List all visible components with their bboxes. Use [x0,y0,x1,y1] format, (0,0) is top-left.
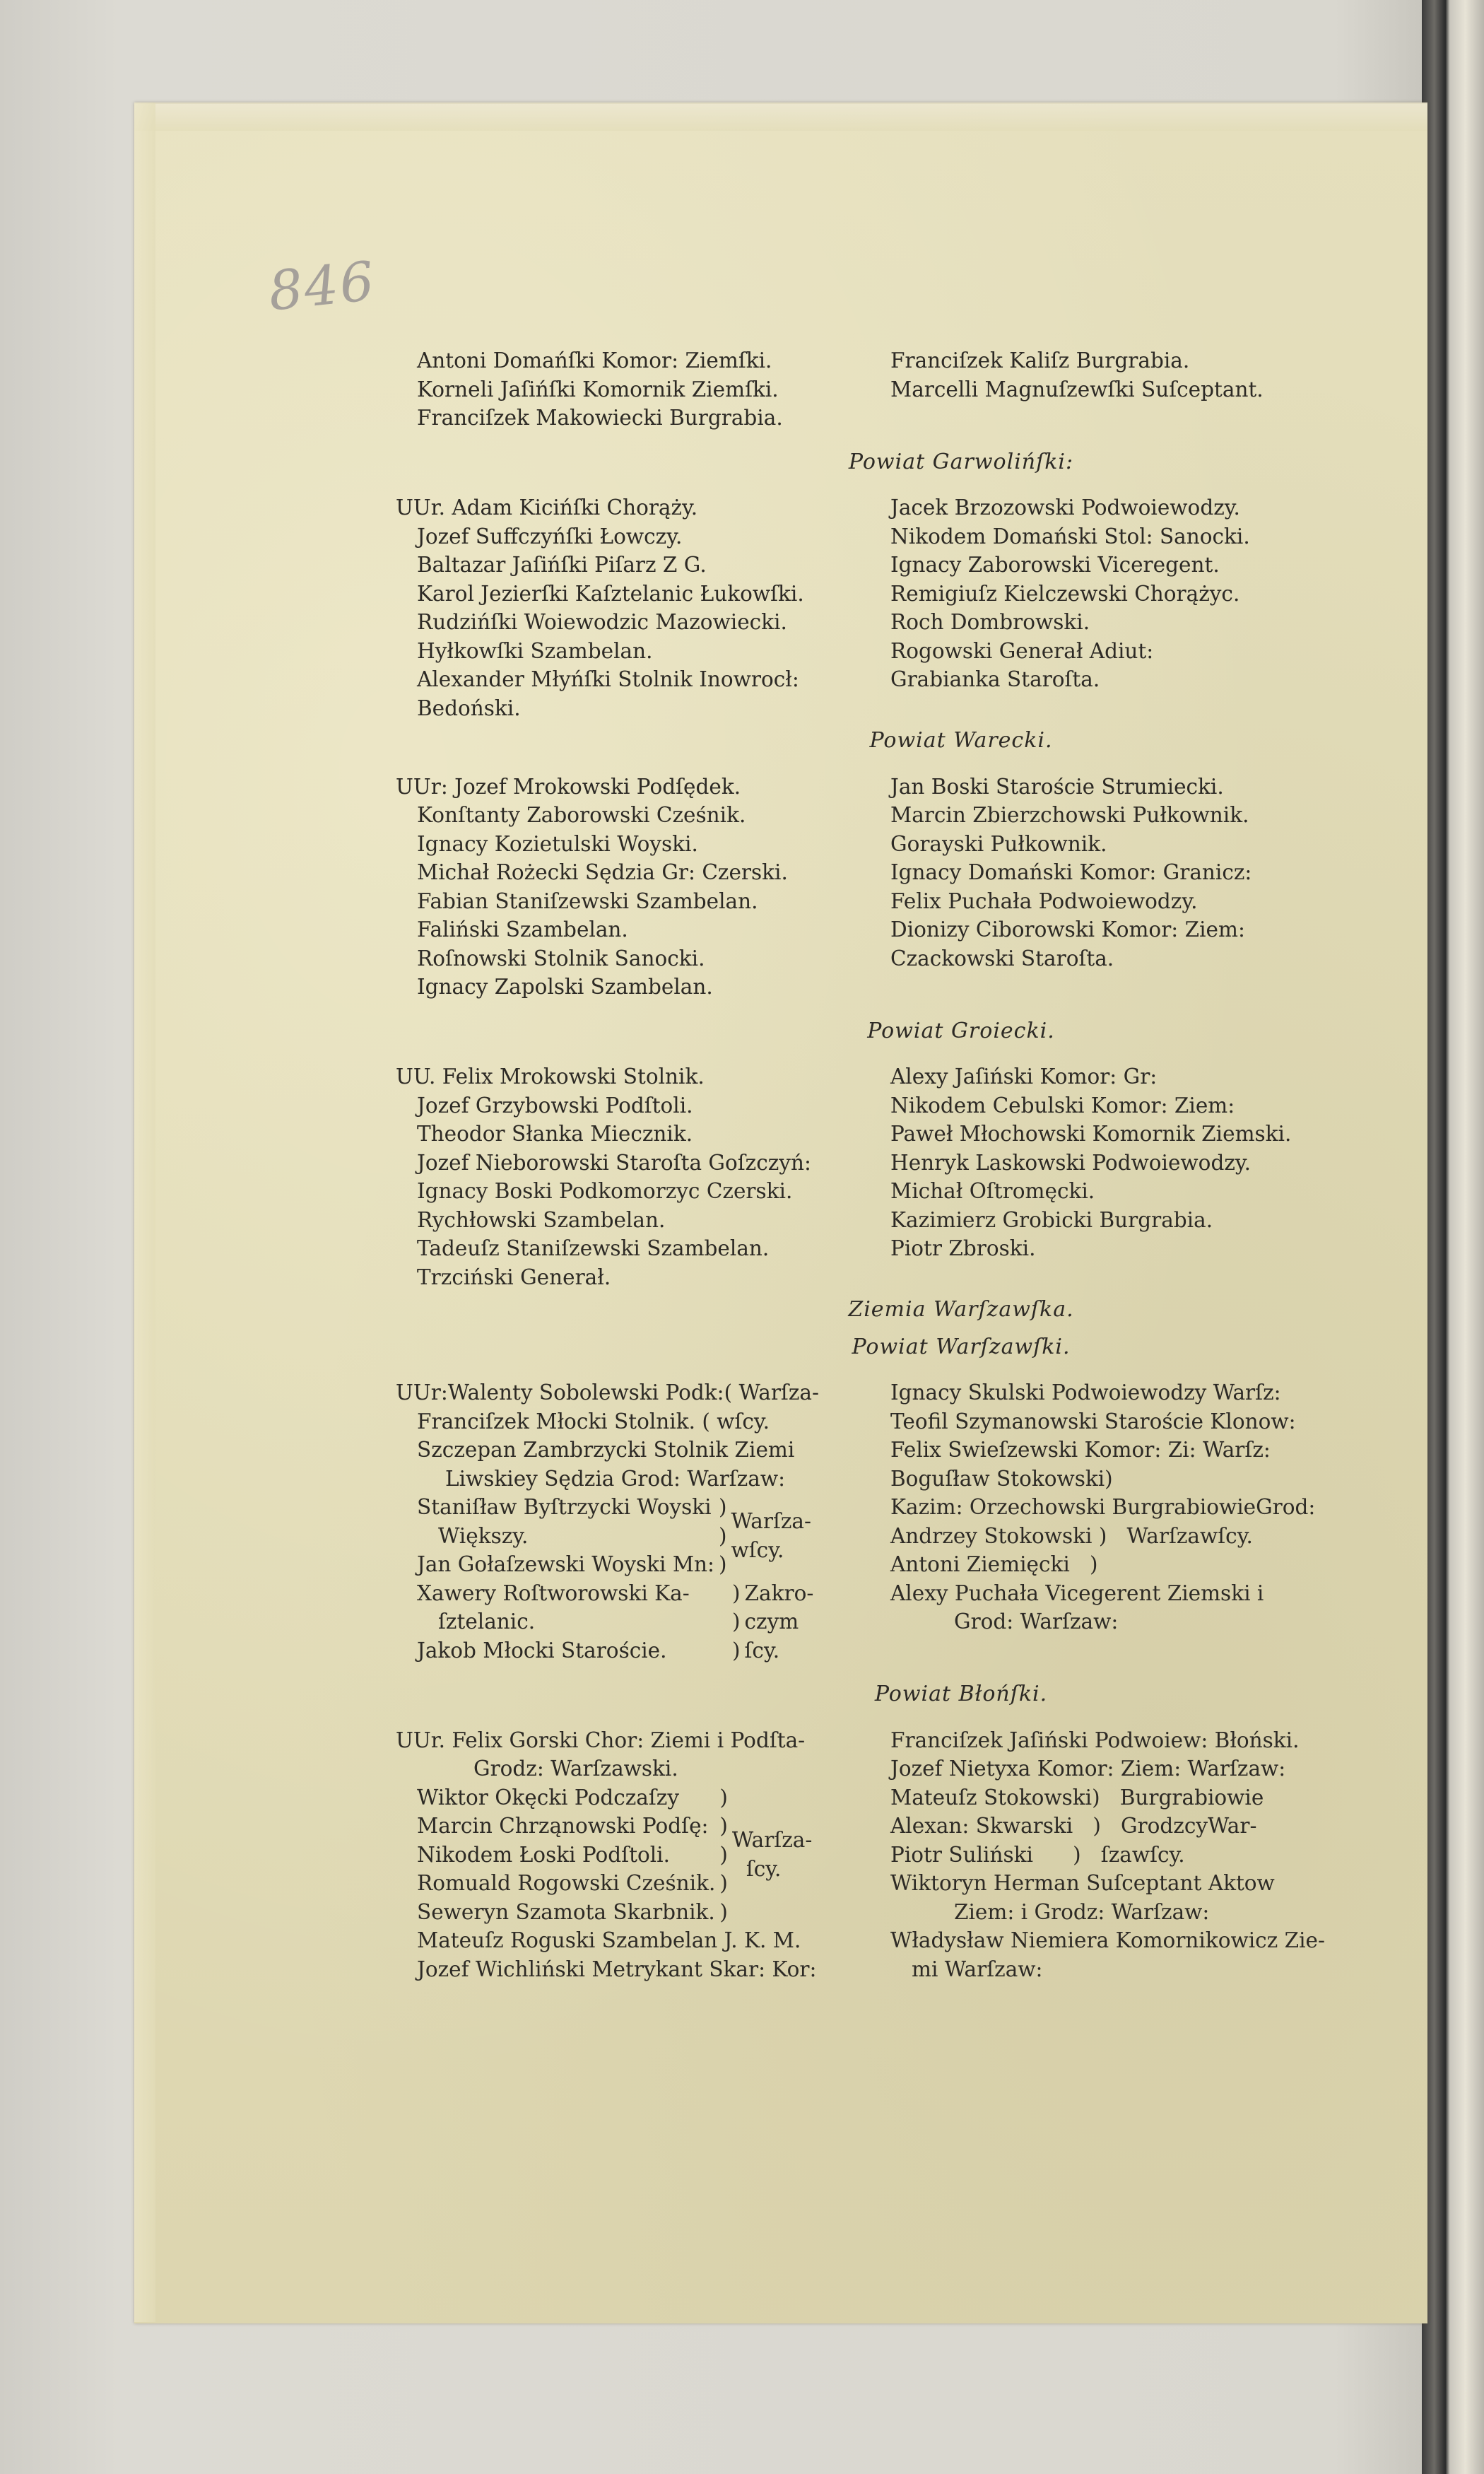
blonski-block [396,1726,1364,1984]
list-item: Jozef Wichliński Metrykant Skar: Kor: [417,1957,817,1981]
list-item: Czackowski Staroſta. [890,946,1114,971]
list-item: UUr. Adam Kicińſki Chorąży. [396,496,698,520]
list-item: Roſnowski Stolnik Sanocki. [417,946,705,971]
section-heading-groiecki: Powiat Groiecki. [867,1018,1055,1043]
list-item: Jakob Młocki Staroście. [417,1638,667,1663]
list-item: Baltazar Jaſińſki Piſarz Z G. [417,553,707,577]
warszawski-block [396,1378,1364,1665]
list-item: UUr. Felix Gorski Chor: Ziemi i Podſta- [396,1728,806,1752]
bracket-group-warszawscy [396,1493,890,1579]
list-item: Kazim: Orzechowski BurgrabiowieGrod: [890,1495,1316,1519]
bracket-label [741,1579,814,1665]
garwolinski-right-column [890,493,1364,722]
list-item: Franciſzek Kaliſz Burgrabia. [890,348,1190,373]
list-item: Ignacy Kozietulski Woyski. [417,831,698,856]
list-item: Michał Oſtromęcki. [890,1179,1095,1203]
list-item: Michał Rożecki Sędzia Gr: Czerski. [417,860,788,884]
list-item: Grabianka Staroſta. [890,667,1100,691]
warecki-right-column [890,773,1364,1002]
list-item: Większy. [438,1523,529,1548]
list-item: Alexy Jaſiński Komor: Gr: [890,1065,1158,1089]
bracket-label-line: ſcy. [746,1856,782,1881]
bracket-symbols [714,1493,727,1579]
list-item: Jan Gołaſzewski Woyski Mn: [417,1552,714,1576]
bracket-label-line: Zakro- [744,1581,814,1605]
list-item: Hyłkowſki Szambelan. [417,638,653,663]
list-item: Xawery Roſtworowski Ka- [417,1581,690,1605]
list-item: UU. Felix Mrokowski Stolnik. [396,1065,705,1089]
warecki-left-column [396,773,890,1002]
list-item: Tadeuſz Staniſzewski Szambelan. [417,1236,770,1260]
bracket-mark: ) [732,1638,741,1663]
document-body [396,346,1364,1983]
bracket-mark: ) [719,1899,728,1924]
bracket-names [417,1493,714,1579]
top-right-column [890,346,1364,433]
list-item: ſztelanic. [438,1610,536,1634]
warecki-block [396,773,1364,1002]
list-item: Grodz: Warſzawski. [473,1757,678,1781]
list-item: Felix Swieſzewski Komor: Zi: Warſz: [890,1438,1271,1462]
bracket-mark: ) [718,1495,727,1519]
list-item: Jacek Brzozowski Podwoiewodzy. [890,496,1240,520]
list-item: Jan Boski Staroście Strumiecki. [890,774,1224,799]
list-item: Piotr Suliński ) ſzawſcy. [890,1842,1185,1867]
list-item: Romuald Rogowski Cześnik. [417,1871,716,1895]
section-heading-garwolinski: Powiat Garwolińſki: [848,449,1074,474]
list-item: Antoni Domańſki Komor: Ziemſki. [417,348,772,373]
list-item: Rychłowski Szambelan. [417,1207,666,1232]
blonski-left-column [396,1726,890,1984]
top-block [396,346,1364,433]
section-heading-ziemia: Ziemia Warſzawſka. [848,1297,1074,1322]
section-heading-warszawski: Powiat Warſzawſki. [852,1334,1071,1359]
list-item: Marcin Zbierzchowski Pułkownik. [890,803,1249,827]
groiecki-right-column [890,1062,1364,1291]
list-item: Bedoński. [417,696,521,720]
folio-number: 846 [265,249,379,323]
list-item: Faliński Szambelan. [417,918,628,942]
list-item: Dionizy Ciborowski Komor: Ziem: [890,918,1245,942]
list-item: Władysław Niemiera Komornikowicz Zie- [890,1928,1325,1952]
list-item: Gorayski Pułkownik. [890,831,1107,856]
list-item: Franciſzek Młocki Stolnik. ( wſcy. [417,1409,770,1434]
section-heading-blonski: Powiat Błońſki. [874,1682,1048,1706]
list-item: Theodor Słanka Miecznik. [417,1122,693,1146]
bracket-label-line: czym [744,1610,799,1634]
bracket-label-line: ſcy. [744,1638,780,1663]
list-item: Szczepan Zambrzycki Stolnik Ziemi [417,1438,795,1462]
bracket-group-zakroczymscy [396,1579,890,1665]
list-item: UUr: Jozef Mrokowski Podſędek. [396,774,741,799]
list-item: Roch Dombrowski. [890,610,1090,634]
bracket-names [417,1579,728,1665]
top-left-column [396,346,890,433]
bracket-mark: ) [719,1871,728,1895]
list-item: Ziem: i Grodz: Warſzaw: [954,1899,1210,1924]
list-item: Jozef Suffczyńſki Łowczy. [417,524,683,549]
bracket-mark: ) [732,1610,741,1634]
list-item: Jozef Grzybowski Podſtoli. [417,1093,693,1118]
list-item: Mateuſz Stokowski) Burgrabiowie [890,1785,1264,1810]
list-item: Kazimierz Grobicki Burgrabia. [890,1207,1213,1232]
bracket-mark: ) [718,1552,727,1576]
list-item: Rogowski Generał Adiut: [890,638,1154,663]
list-item: Boguſław Stokowski) [890,1466,1113,1491]
list-item: Ignacy Domański Komor: Granicz: [890,860,1252,884]
garwolinski-left-column [396,493,890,722]
list-item: Alexan: Skwarski ) GrodzcyWar- [890,1814,1257,1838]
blonski-right-column [890,1726,1364,1984]
list-item: Marcin Chrząnowski Podſę: [417,1814,709,1838]
bracket-mark: ) [719,1842,728,1867]
list-item: Trzciński Generał. [417,1265,611,1289]
groiecki-left-column [396,1062,890,1291]
list-item: Korneli Jaſińſki Komornik Ziemſki. [417,377,779,401]
bracket-label-line: Warſza- [731,1828,813,1853]
page-top-edge [134,102,1427,131]
list-item: Ignacy Zaborowski Viceregent. [890,553,1220,577]
list-item: Andrzey Stokowski ) Warſzawſcy. [890,1523,1253,1548]
garwolinski-block [396,493,1364,722]
bracket-label [727,1507,811,1564]
list-item: Alexander Młyńſki Stolnik Inowrocł: [417,667,799,691]
bracket-label-line: Warſza- [731,1509,811,1534]
list-item: Nikodem Cebulski Komor: Ziem: [890,1093,1235,1118]
bracket-mark: ) [732,1581,741,1605]
bracket-mark: ) [719,1814,728,1838]
list-item: Rudzińſki Woiewodzic Mazowiecki. [417,610,787,634]
warszawski-right-column [890,1378,1364,1665]
list-item: Alexy Puchała Vicegerent Ziemski i [890,1581,1264,1605]
warszawski-left-column [396,1378,890,1665]
bracket-label [728,1826,812,1883]
list-item: Paweł Młochowski Komornik Ziemski. [890,1122,1292,1146]
bracket-mark: ) [718,1523,727,1548]
list-item: Seweryn Szamota Skarbnik. [417,1899,715,1924]
list-item: Ignacy Skulski Podwoiewodzy Warſz: [890,1380,1281,1405]
list-item: Teofil Szymanowski Staroście Klonow: [890,1409,1296,1434]
bracket-group-warszawscy [396,1783,890,1927]
list-item: Remigiuſz Kielczewski Chorążyc. [890,581,1240,606]
list-item: Franciſzek Jaſiński Podwoiew: Błoński. [890,1728,1300,1752]
list-item: Liwskiey Sędzia Grod: Warſzaw: [445,1466,786,1491]
list-item: Henryk Laskowski Podwoiewodzy. [890,1150,1251,1175]
list-item: UUr:Walenty Sobolewski Podk:( Warſza- [396,1380,819,1405]
list-item: Wiktoryn Herman Suſceptant Aktow [890,1871,1275,1895]
list-item: Nikodem Domański Stol: Sanocki. [890,524,1250,549]
list-item: Franciſzek Makowiecki Burgrabia. [417,406,783,430]
list-item: Piotr Zbroski. [890,1236,1036,1260]
page-left-edge [134,102,155,2322]
list-item: mi Warſzaw: [912,1957,1043,1981]
list-item: Nikodem Łoski Podſtoli. [417,1842,670,1867]
list-item: Fabian Staniſzewski Szambelan. [417,889,758,913]
bracket-symbols [728,1579,741,1665]
list-item: Wiktor Okęcki Podczaſzy [417,1785,680,1810]
list-item: Konſtanty Zaborowski Cześnik. [417,803,746,827]
book-binding-edge [1422,0,1484,2474]
list-item: Ignacy Boski Podkomorzyc Czerski. [417,1179,793,1203]
list-item: Jozef Nieborowski Staroſta Goſzczyń: [417,1150,811,1175]
bracket-label-line: wſcy. [731,1537,784,1562]
list-item: Marcelli Magnuſzewſki Suſceptant. [890,377,1264,401]
section-heading-warecki: Powiat Warecki. [869,728,1053,753]
bracket-symbols [715,1783,728,1927]
bracket-names [417,1783,715,1927]
list-item: Ignacy Zapolski Szambelan. [417,975,713,999]
list-item: Staniſław Byſtrzycki Woyski [417,1495,712,1519]
groiecki-block [396,1062,1364,1291]
list-item: Mateuſz Roguski Szambelan J. K. M. [417,1928,801,1952]
bracket-mark: ) [719,1785,728,1810]
list-item: Felix Puchała Podwoiewodzy. [890,889,1198,913]
list-item: Jozef Nietyxa Komor: Ziem: Warſzaw: [890,1757,1286,1781]
list-item: Grod: Warſzaw: [954,1610,1119,1634]
list-item: Karol Jezierſki Kaſztelanic Łukowſki. [417,581,804,606]
list-item: Antoni Ziemięcki ) [890,1552,1098,1576]
